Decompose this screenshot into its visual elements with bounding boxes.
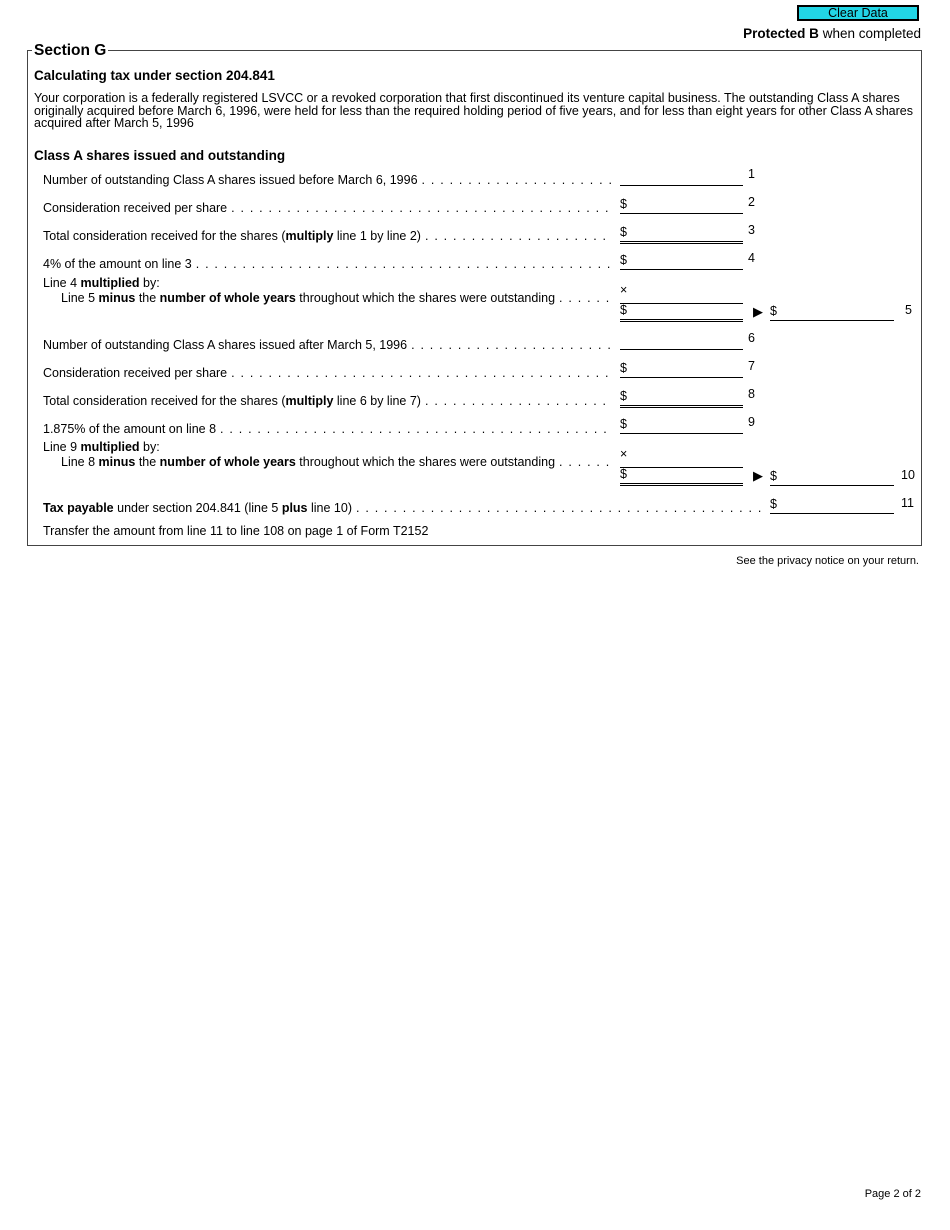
- protected-b-notice: [743, 26, 921, 41]
- calc-title: Calculating tax under section 204.841: [34, 68, 275, 83]
- line-9-input[interactable]: [620, 419, 743, 434]
- line-1-label: Number of outstanding Class A shares issued before March 6, 1996 . . .: [43, 173, 611, 187]
- line-number-5: 5: [905, 303, 912, 317]
- line-10-years-input[interactable]: [620, 447, 743, 468]
- page-number: Page 2 of 2: [864, 1188, 921, 1200]
- multiply-icon: ×: [620, 283, 628, 297]
- line-8-input[interactable]: [620, 391, 743, 408]
- dollar-sign: $: [620, 303, 627, 317]
- line-1-input[interactable]: [620, 171, 743, 186]
- line-6-label: Number of outstanding Class A shares issued after March 5, 1996 . . .: [43, 338, 611, 352]
- line-10-label: Line 8 minus the number of whole years throughout which the shares were outstanding . . .: [43, 455, 611, 469]
- line-number-7: 7: [748, 359, 755, 373]
- line-number-1: 1: [748, 167, 755, 181]
- line-number-2: 2: [748, 195, 755, 209]
- line-10-product-input[interactable]: [620, 469, 743, 486]
- protected-b-suffix: when completed: [818, 26, 921, 41]
- line-number-6: 6: [748, 331, 755, 345]
- line-5-product-input[interactable]: [620, 305, 743, 322]
- line-7-input[interactable]: [620, 363, 743, 378]
- dollar-sign: $: [620, 253, 627, 267]
- line-4-label: 4% of the amount on line 3 . . .: [43, 257, 611, 271]
- privacy-notice: See the privacy notice on your return.: [736, 555, 919, 567]
- dollar-sign: $: [620, 197, 627, 211]
- line-number-11: 11: [901, 496, 914, 510]
- line-7-label: Consideration received per share . . .: [43, 366, 611, 380]
- line-number-3: 3: [748, 223, 755, 237]
- line-11-input[interactable]: [770, 499, 894, 514]
- line-5-label: Line 5 minus the number of whole years throughout which the shares were outstanding . . .: [43, 291, 611, 305]
- line-2-input[interactable]: [620, 199, 743, 214]
- dollar-sign: $: [620, 417, 627, 431]
- line-number-10: 10: [901, 468, 915, 482]
- line-11-label: Tax payable under section 204.841 (line 5 plus line 10) . . .: [43, 501, 765, 515]
- dollar-sign: $: [620, 225, 627, 239]
- multiply-icon: ×: [620, 447, 628, 461]
- line-8-label: Total consideration received for the shares (multiply line 6 by line 7) . . .: [43, 394, 611, 408]
- line-3-input[interactable]: [620, 227, 743, 244]
- line-number-8: 8: [748, 387, 755, 401]
- dollar-sign: $: [620, 389, 627, 403]
- dollar-sign: $: [770, 497, 777, 511]
- transfer-note: Transfer the amount from line 11 to line 108 on page 1 of Form T2152: [43, 524, 429, 538]
- arrow-right-icon: ▶: [753, 468, 763, 483]
- line-4-input[interactable]: [620, 255, 743, 270]
- line-5-years-input[interactable]: [620, 283, 743, 304]
- dollar-sign: $: [620, 467, 627, 481]
- line-3-label: Total consideration received for the shares (multiply line 1 by line 2) . . .: [43, 229, 611, 243]
- line-5-intro: Line 4 multiplied by:: [43, 276, 160, 290]
- dollar-sign: $: [770, 469, 777, 483]
- line-6-input[interactable]: [620, 335, 743, 350]
- dollar-sign: $: [620, 361, 627, 375]
- section-title: Section G: [34, 42, 107, 59]
- clear-data-button[interactable]: Clear Data: [797, 5, 919, 21]
- line-number-4: 4: [748, 251, 755, 265]
- dollar-sign: $: [770, 304, 777, 318]
- class-a-heading: Class A shares issued and outstanding: [34, 148, 286, 163]
- line-9-label: 1.875% of the amount on line 8 . . .: [43, 422, 611, 436]
- line-10-intro: Line 9 multiplied by:: [43, 440, 160, 454]
- arrow-right-icon: ▶: [753, 304, 763, 319]
- intro-paragraph: Your corporation is a federally registered LSVCC or a revoked corporation that first discontinued its venture capital business. The outstanding Class A shares originally acquired before March 6, 1996, were held for less than the required holding period of five years, and for less than eight years for other Class A shares acquired after March 5, 1996: [34, 91, 913, 130]
- line-number-9: 9: [748, 415, 755, 429]
- line-5-result-input[interactable]: [770, 306, 894, 321]
- protected-b-label: Protected B: [743, 26, 819, 41]
- line-10-result-input[interactable]: [770, 471, 894, 486]
- line-2-label: Consideration received per share . . .: [43, 201, 611, 215]
